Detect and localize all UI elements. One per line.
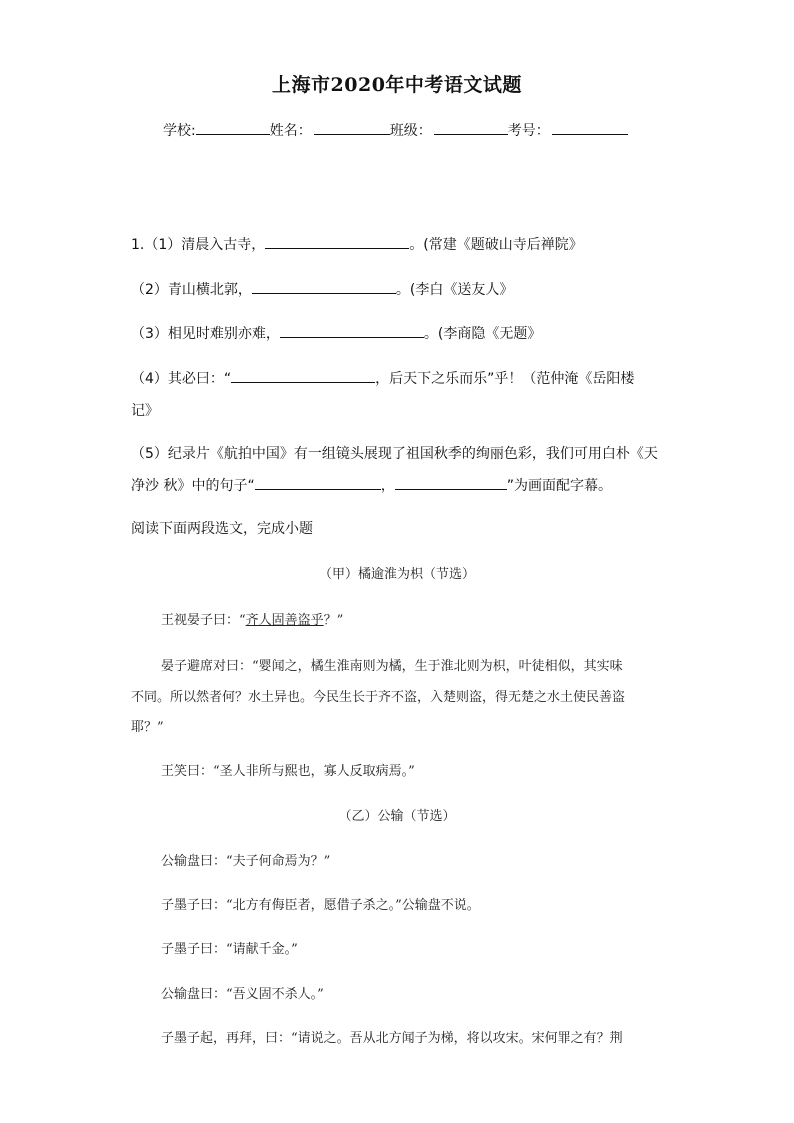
passage-a-paragraph-1 <box>161 609 343 628</box>
underlined-phrase: 齐人固善盗乎 <box>245 613 324 628</box>
q1-2-prompt: （2）青山横北郭， <box>131 282 252 298</box>
q1-5-prompt: 净沙 秋》中的句子“ <box>131 478 255 494</box>
q1-3-prompt: （3）相见时难别亦难， <box>131 326 280 342</box>
student-info-line <box>163 120 628 140</box>
answer-blank[interactable] <box>255 488 381 490</box>
question-1-part-5-line-2 <box>131 475 612 495</box>
q1-1-source: 。(常建《题破山寺后禅院》 <box>409 237 583 253</box>
reading-instruction: 阅读下面两段选文，完成小题 <box>131 521 313 537</box>
page-title: 上海市2020年中考语文试题 <box>272 74 522 96</box>
passage-b-title: （乙）公输（节选） <box>338 809 456 824</box>
passage-b-paragraph-1: 公输盘曰：“夫子何命焉为？” <box>161 854 331 869</box>
name-label: 姓名： <box>269 123 312 139</box>
q1-4-source: ，后天下之乐而乐”乎！（范仲淹《岳阳楼 <box>375 371 635 387</box>
class-label: 班级： <box>389 123 432 139</box>
name-blank[interactable] <box>314 133 390 135</box>
q1-5-comma: ， <box>380 478 395 494</box>
q1-5-suffix: ”为画面配字幕。 <box>506 478 612 494</box>
passage-b-paragraph-5: 子墨子起，再拜，曰：“请说之。吾从北方闻子为梯，将以攻宋。宋何罪之有？荆 <box>161 1031 623 1046</box>
q1-4-prompt: （4）其必曰：“ <box>131 371 232 387</box>
question-1-part-5-line-1: （5）纪录片《航拍中国》有一组镜头展现了祖国秋季的绚丽色彩，我们可用白朴《天 <box>131 446 658 462</box>
passage-a-paragraph-3: 王笑曰：“圣人非所与熙也，寡人反取病焉。” <box>161 764 415 779</box>
class-blank[interactable] <box>434 133 508 135</box>
exam-no-label: 考号： <box>507 123 550 139</box>
exam-no-blank[interactable] <box>552 133 628 135</box>
passage-b-paragraph-3: 子墨子曰：“请献千金。” <box>161 942 298 957</box>
passage-a-paragraph-2-line-1: 晏子避席对曰：“婴闻之，橘生淮南则为橘，生于淮北则为枳，叶徒相似，其实味 <box>161 659 623 674</box>
q1-3-source: 。(李商隐《无题》 <box>423 326 542 342</box>
a-p1-suffix: ？” <box>323 613 344 628</box>
answer-blank[interactable] <box>395 488 507 490</box>
answer-blank[interactable] <box>231 381 375 383</box>
school-label: 学校: <box>163 123 196 139</box>
q1-1-prompt: 1.（1）清晨入古寺， <box>131 237 266 253</box>
passage-b-paragraph-4: 公输盘曰：“吾义固不杀人。” <box>161 987 324 1002</box>
passage-a-paragraph-2-line-2: 不同。所以然者何？水土异也。今民生长于齐不盗，入楚则盗，得无楚之水土使民善盗 <box>131 690 626 705</box>
question-1-part-1 <box>131 234 583 254</box>
answer-blank[interactable] <box>252 292 396 294</box>
question-1-part-4 <box>131 368 634 388</box>
question-1-part-3 <box>131 323 541 343</box>
q1-2-source: 。(李白《送友人》 <box>395 282 514 298</box>
answer-blank[interactable] <box>280 336 424 338</box>
question-1-part-2 <box>131 279 513 299</box>
question-1-part-4-line-2: 记》 <box>131 403 159 419</box>
passage-a-title: （甲）橘逾淮为枳（节选） <box>318 567 475 582</box>
passage-a-paragraph-2-line-3: 耶？” <box>131 720 164 735</box>
a-p1-prefix: 王视晏子曰：“ <box>161 613 246 628</box>
answer-blank[interactable] <box>265 247 409 249</box>
school-blank[interactable] <box>196 133 270 135</box>
passage-b-paragraph-2: 子墨子曰：“北方有侮臣者，愿借子杀之。”公输盘不说。 <box>161 898 480 913</box>
